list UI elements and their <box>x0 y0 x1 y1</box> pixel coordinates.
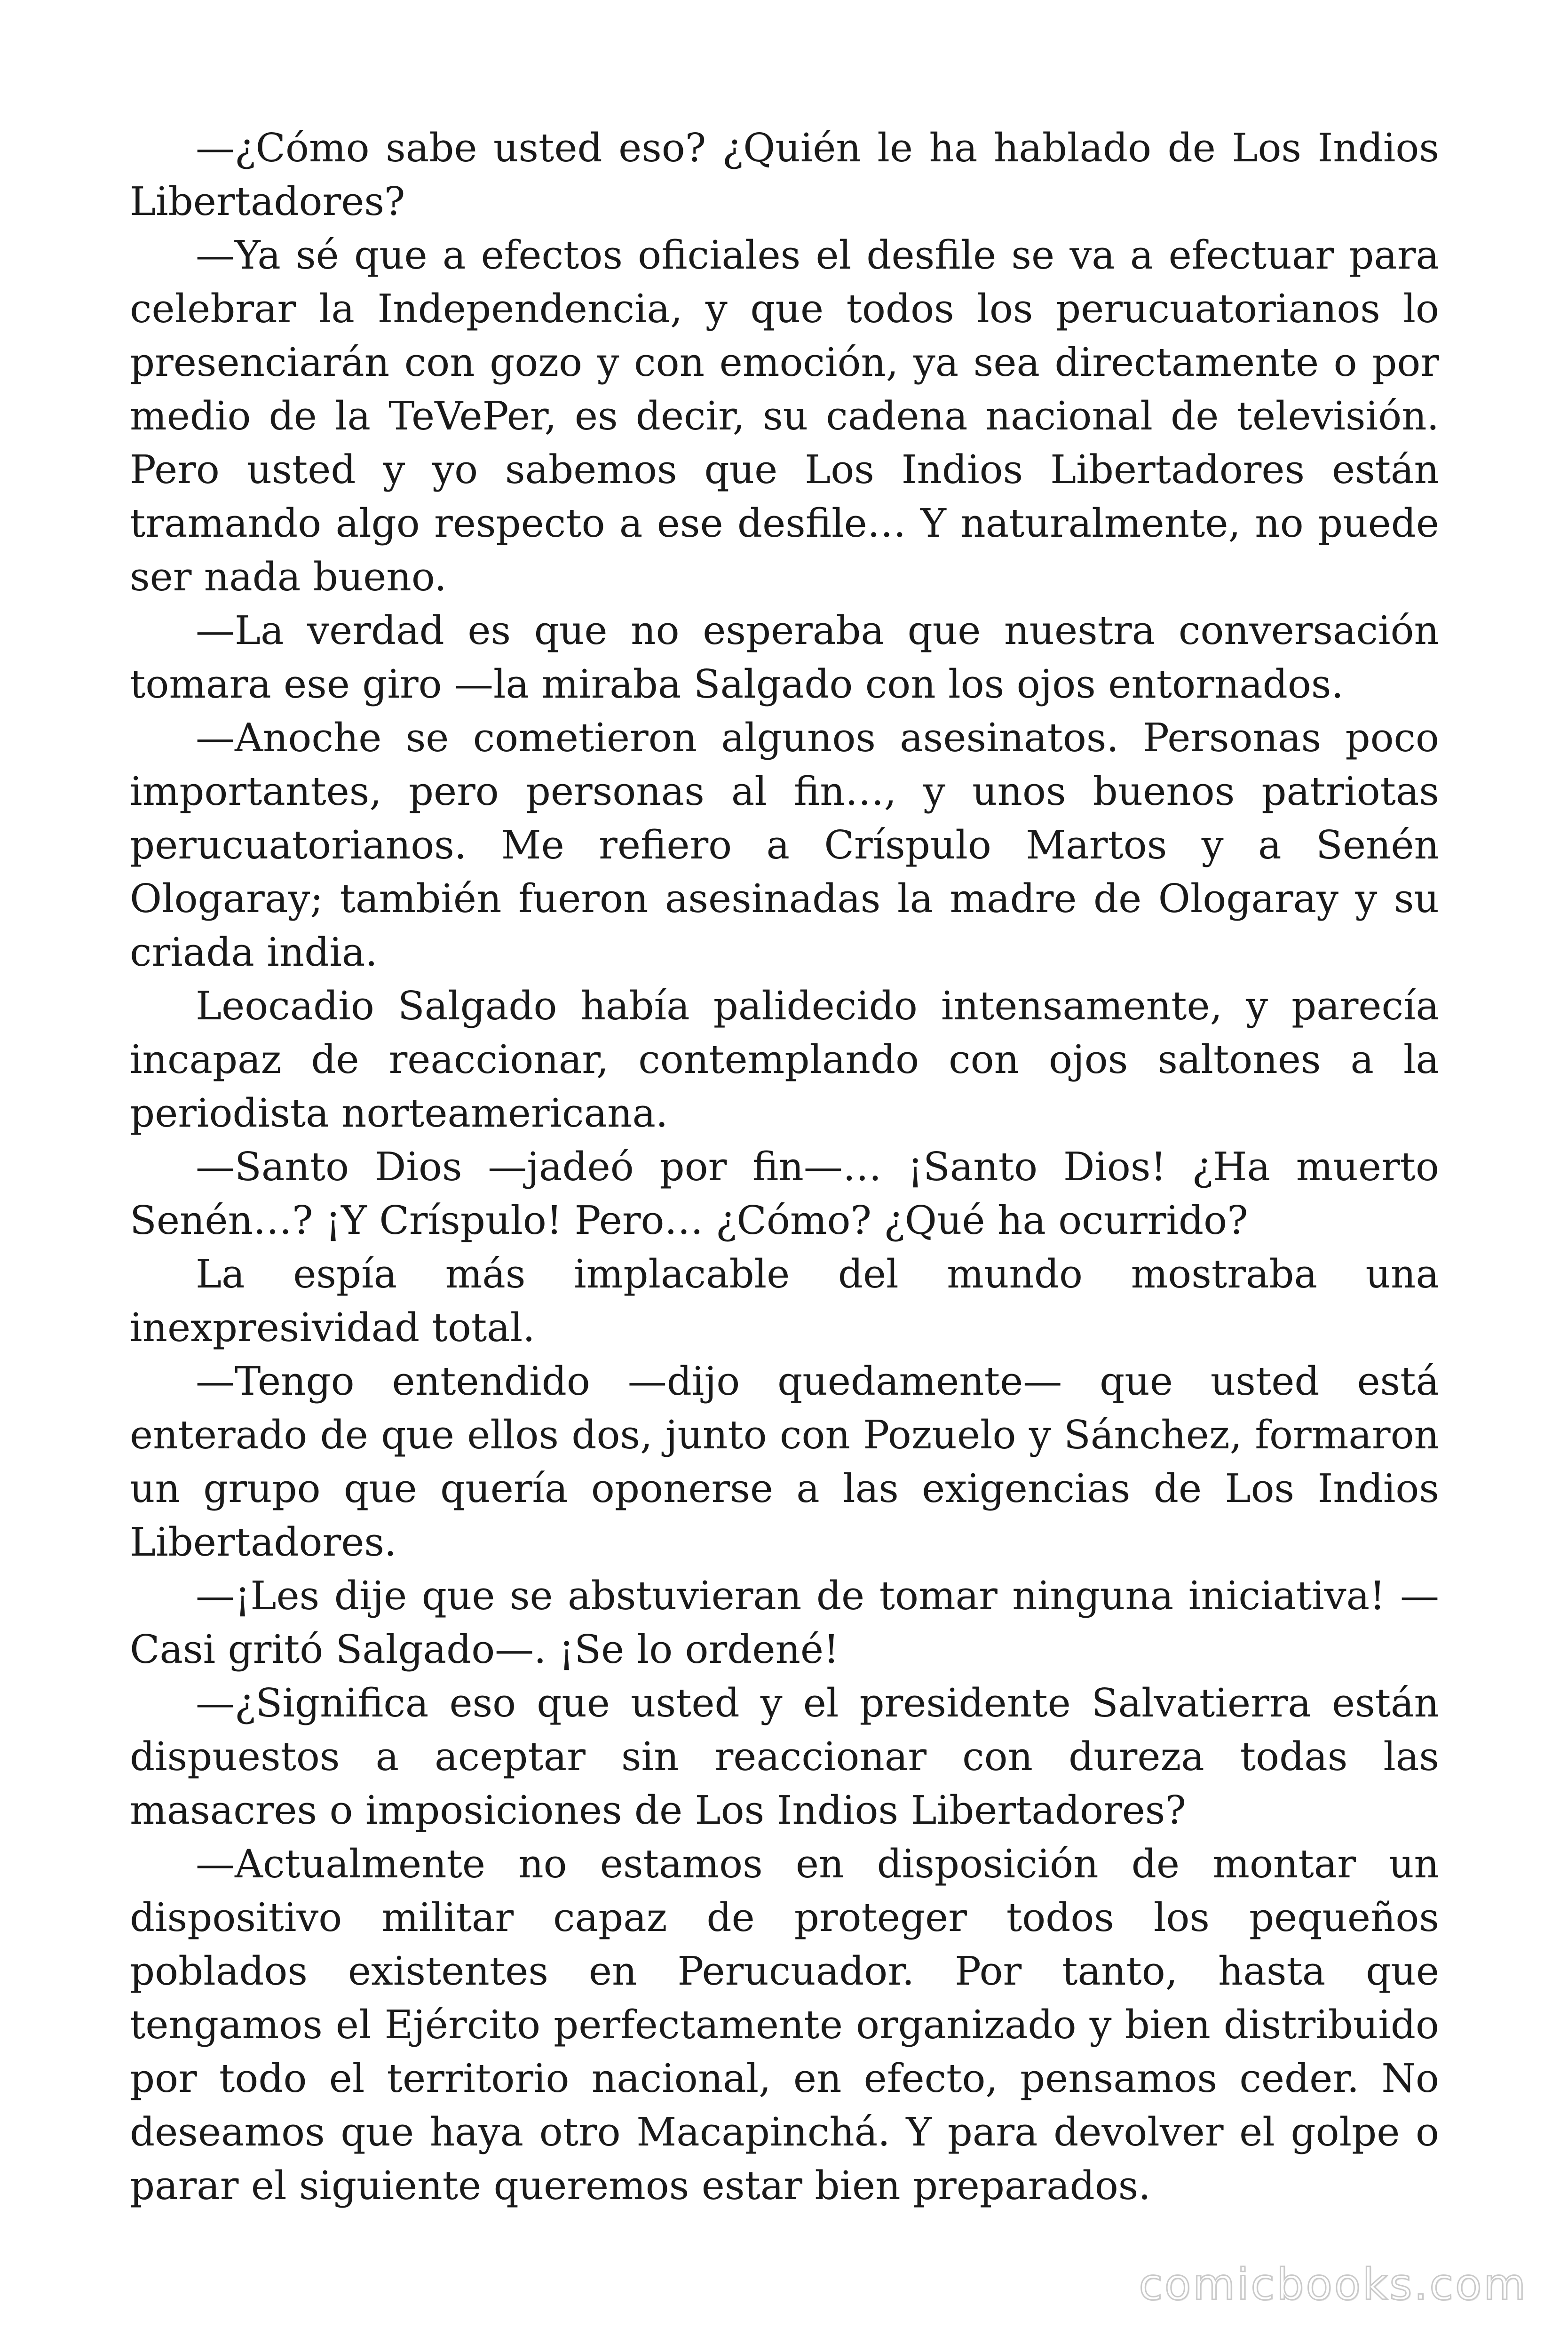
paragraph: La espía más implacable del mundo mostraba una inexpresividad total. <box>130 1251 1439 1351</box>
paragraph: —¡Les dije que se abstuvieran de tomar ninguna iniciativa! —Casi gritó Salgado—. ¡Se lo ordené! <box>130 1573 1439 1672</box>
paragraph: —¿Cómo sabe usted eso? ¿Quién le ha hablado de Los Indios Libertadores? <box>130 125 1439 224</box>
paragraph: Leocadio Salgado había palidecido intensamente, y parecía incapaz de reaccionar, contemplando con ojos saltones a la periodista norteamericana. <box>130 983 1439 1136</box>
paragraph: —Actualmente no estamos en disposición de montar un dispositivo militar capaz de proteger todos los pequeños poblados existentes en Perucuador. Por tanto, hasta que tengamos el Ejército perfectamente organizado y bien distribuido por todo el territorio nacional, en efecto, pensamos ceder. No deseamos que haya otro Macapinchá. Y para devolver el golpe o parar el siguiente queremos estar bien preparados. <box>130 1841 1439 2209</box>
paragraph: —Anoche se cometieron algunos asesinatos. Personas poco importantes, pero personas al fin…, y unos buenos patriotas perucuatorianos. Me refiero a Críspulo Martos y a Senén Ologaray; también fueron asesinadas la madre de Ologaray y su criada india. <box>130 715 1439 975</box>
paragraph: —Santo Dios —jadeó por fin—… ¡Santo Dios! ¿Ha muerto Senén…? ¡Y Críspulo! Pero… ¿Cómo? ¿Qué ha ocurrido? <box>130 1144 1439 1243</box>
paragraph: —¿Significa eso que usted y el presidente Salvatierra están dispuestos a aceptar sin reaccionar con dureza todas las masacres o imposiciones de Los Indios Libertadores? <box>130 1680 1439 1833</box>
watermark: comicbooks.com <box>1139 2259 1528 2310</box>
paragraph: —La verdad es que no esperaba que nuestra conversación tomara ese giro —la miraba Salgado con los ojos entornados. <box>130 608 1439 707</box>
paragraph: —Tengo entendido —dijo quedamente— que usted está enterado de que ellos dos, junto con Pozuelo y Sánchez, formaron un grupo que quería oponerse a las exigencias de Los Indios Libertadores. <box>130 1359 1439 1565</box>
page-text <box>130 121 1439 2213</box>
paragraph: —Ya sé que a efectos oficiales el desfile se va a efectuar para celebrar la Independencia, y que todos los perucuatorianos lo presenciarán con gozo y con emoción, ya sea directamente o por medio de la TeVePer, es decir, su cadena nacional de televisión. Pero usted y yo sabemos que Los Indios Libertadores están tramando algo respecto a ese desfile… Y naturalmente, no puede ser nada bueno. <box>130 232 1439 600</box>
